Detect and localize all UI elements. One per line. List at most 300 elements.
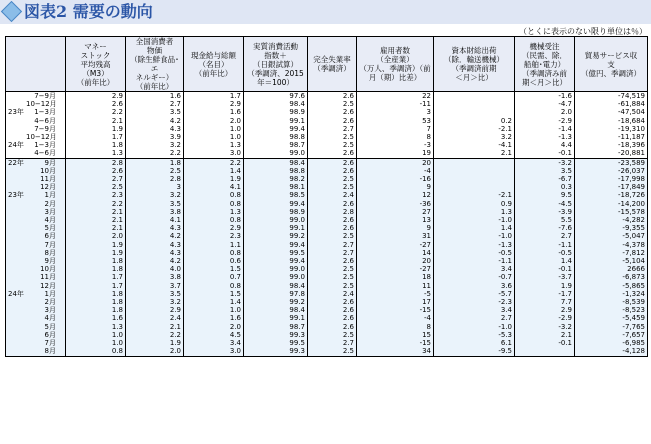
value-cell: -4,378: [575, 241, 648, 249]
value-cell: 0.8: [184, 191, 244, 199]
value-cell: 2.9: [66, 92, 126, 101]
value-cell: 1.7: [66, 133, 126, 141]
table-row: [6, 125, 648, 133]
period-cell: [6, 125, 66, 133]
period-label: 3月: [44, 207, 56, 216]
value-cell: 1.4: [184, 167, 244, 175]
value-cell: 2.5: [308, 133, 357, 141]
value-cell: 2.6: [308, 224, 357, 232]
value-cell: -4.7: [515, 100, 575, 108]
value-cell: -6.7: [515, 175, 575, 183]
value-cell: 15: [357, 331, 434, 339]
value-cell: -1.3: [515, 133, 575, 141]
period-label: 8月: [44, 347, 56, 356]
header-cell-unemployment: 完全失業率 （季調済）: [308, 37, 357, 92]
value-cell: -3.9: [515, 208, 575, 216]
period-label: 3月: [44, 306, 56, 315]
period-cell: [6, 117, 66, 125]
value-cell: 97.6: [244, 92, 308, 101]
table-row: [6, 265, 648, 273]
value-cell: 2.6: [308, 306, 357, 314]
period-cell: [6, 282, 66, 290]
value-cell: -19,310: [575, 125, 648, 133]
value-cell: 2.1: [66, 224, 126, 232]
value-cell: 2.6: [308, 108, 357, 116]
value-cell: 1.8: [66, 306, 126, 314]
value-cell: -2.1: [434, 191, 515, 199]
value-cell: 99.1: [244, 117, 308, 125]
value-cell: 1.6: [184, 108, 244, 116]
value-cell: 2.5: [66, 183, 126, 191]
value-cell: -9,355: [575, 224, 648, 232]
period-label: 5月: [44, 322, 56, 331]
table-row: [6, 298, 648, 306]
table-row: [6, 347, 648, 356]
value-cell: -5,865: [575, 282, 648, 290]
value-cell: 2.6: [308, 216, 357, 224]
value-cell: 3.4: [434, 306, 515, 314]
period-cell: [6, 141, 66, 149]
value-cell: 3.2: [126, 141, 184, 149]
value-cell: 4.4: [515, 141, 575, 149]
value-cell: 2.6: [308, 117, 357, 125]
value-cell: 1.9: [515, 282, 575, 290]
value-cell: 2.2: [126, 149, 184, 158]
period-label: 6月: [44, 330, 56, 339]
value-cell: 99.0: [244, 265, 308, 273]
value-cell: 1.8: [66, 141, 126, 149]
value-cell: 2.7: [308, 249, 357, 257]
unit-note: （とくに表示のない限り単位は％）: [519, 27, 647, 36]
period-label: 4−6月: [34, 149, 56, 158]
value-cell: 17: [357, 298, 434, 306]
value-cell: 1.4: [184, 298, 244, 306]
demand-table: [5, 36, 648, 357]
value-cell: -27: [357, 265, 434, 273]
value-cell: 2.5: [308, 273, 357, 281]
value-cell: -9.5: [434, 347, 515, 356]
year-label: 22年: [8, 158, 24, 167]
value-cell: -7.6: [515, 224, 575, 232]
value-cell: 20: [357, 158, 434, 167]
header-cell-cpi: 全国消費者 物価 （除生鮮食品･エ ネルギー） （前年比）: [126, 37, 184, 92]
value-cell: -36: [357, 200, 434, 208]
value-cell: 2.5: [308, 141, 357, 149]
value-cell: -1.0: [434, 216, 515, 224]
table-row: [6, 200, 648, 208]
period-label: 10月: [40, 265, 56, 274]
value-cell: -23,589: [575, 158, 648, 167]
period-cell: [6, 216, 66, 224]
value-cell: 2.3: [184, 232, 244, 240]
value-cell: 2.8: [66, 158, 126, 167]
value-cell: 20: [357, 257, 434, 265]
value-cell: 1.7: [66, 282, 126, 290]
table-row: [6, 133, 648, 141]
page-title: 図表2 需要の動向: [24, 2, 153, 21]
value-cell: 3.9: [126, 133, 184, 141]
period-label: 9月: [44, 158, 56, 167]
value-cell: 3.6: [434, 282, 515, 290]
value-cell: 2.5: [308, 100, 357, 108]
value-cell: -74,519: [575, 92, 648, 101]
table-row: [6, 167, 648, 175]
value-cell: -5.3: [434, 331, 515, 339]
header-cell-machinery-orders: 機械受注 （民需、除． 船舶･電力） （季調済み前 期＜月＞比）: [515, 37, 575, 92]
value-cell: -0.1: [515, 149, 575, 158]
value-cell: 2.8: [308, 208, 357, 216]
value-cell: 3.7: [126, 282, 184, 290]
header-cell-money-stock: マネー ストック 平均残高 （M3） （前年比）: [66, 37, 126, 92]
value-cell: -11,187: [575, 133, 648, 141]
value-cell: 2.5: [126, 167, 184, 175]
table-row: [6, 158, 648, 167]
value-cell: 1.4: [434, 224, 515, 232]
value-cell: 2.0: [184, 117, 244, 125]
value-cell: 0.8: [184, 200, 244, 208]
value-cell: 98.4: [244, 158, 308, 167]
value-cell: 0.3: [515, 183, 575, 191]
value-cell: 22: [357, 92, 434, 101]
value-cell: 12: [357, 191, 434, 199]
period-label: 5月: [44, 224, 56, 233]
value-cell: -1.3: [434, 241, 515, 249]
value-cell: 2.6: [308, 149, 357, 158]
value-cell: -0.7: [434, 273, 515, 281]
period-cell: [6, 200, 66, 208]
value-cell: 3.2: [126, 298, 184, 306]
value-cell: 98.9: [244, 108, 308, 116]
table-row: [6, 314, 648, 322]
period-cell: [6, 339, 66, 347]
value-cell: 2.1: [66, 208, 126, 216]
value-cell: 2.9: [184, 100, 244, 108]
value-cell: 2.9: [126, 306, 184, 314]
value-cell: 1.3: [184, 141, 244, 149]
period-label: 7月: [44, 339, 56, 348]
value-cell: [434, 183, 515, 191]
value-cell: -6,873: [575, 273, 648, 281]
value-cell: -1.0: [434, 232, 515, 240]
value-cell: 3.8: [126, 208, 184, 216]
value-cell: 1.8: [126, 158, 184, 167]
value-cell: 11: [357, 282, 434, 290]
period-label: 11月: [40, 175, 56, 184]
value-cell: -5,047: [575, 232, 648, 240]
value-cell: 2.5: [308, 347, 357, 356]
value-cell: -8,539: [575, 298, 648, 306]
table-row: [6, 191, 648, 199]
period-cell: [6, 208, 66, 216]
value-cell: 99.4: [244, 241, 308, 249]
value-cell: 4.2: [126, 257, 184, 265]
value-cell: 4.5: [184, 331, 244, 339]
value-cell: 99.0: [244, 216, 308, 224]
value-cell: 1.3: [434, 208, 515, 216]
header-cell-trade-balance: 貿易サービス収 支 （億円、季調済）: [575, 37, 648, 92]
period-cell: [6, 306, 66, 314]
period-cell: [6, 100, 66, 108]
value-cell: 7.7: [515, 298, 575, 306]
value-cell: 98.4: [244, 306, 308, 314]
table-row: [6, 108, 648, 116]
value-cell: 2.5: [308, 175, 357, 183]
value-cell: 1.8: [66, 257, 126, 265]
period-label: 4−6月: [34, 116, 56, 125]
period-label: 2月: [44, 199, 56, 208]
value-cell: -0.5: [515, 249, 575, 257]
value-cell: 2.4: [308, 191, 357, 199]
value-cell: 2.7: [308, 125, 357, 133]
value-cell: -8,523: [575, 306, 648, 314]
value-cell: 14: [357, 249, 434, 257]
header-cell-employees: 雇用者数 （全産業） （万人、季調済）（前 月（期）比差）: [357, 37, 434, 92]
value-cell: 8: [357, 323, 434, 331]
value-cell: -4,282: [575, 216, 648, 224]
value-cell: 19: [357, 149, 434, 158]
value-cell: -1.1: [515, 241, 575, 249]
value-cell: 1.6: [66, 314, 126, 322]
period-label: 11月: [40, 273, 56, 282]
value-cell: -7,812: [575, 249, 648, 257]
value-cell: -3.2: [515, 323, 575, 331]
value-cell: [434, 175, 515, 183]
value-cell: 98.5: [244, 191, 308, 199]
value-cell: 3.0: [184, 347, 244, 356]
value-cell: 1.8: [66, 265, 126, 273]
value-cell: -15,578: [575, 208, 648, 216]
value-cell: 1.9: [66, 241, 126, 249]
value-cell: 1.0: [66, 331, 126, 339]
value-cell: 2.6: [308, 200, 357, 208]
period-cell: [6, 298, 66, 306]
year-label: 23年: [8, 108, 24, 117]
period-label: 9月: [44, 257, 56, 266]
value-cell: 4.2: [126, 117, 184, 125]
table-row: [6, 100, 648, 108]
value-cell: 2.1: [66, 216, 126, 224]
value-cell: 1.3: [66, 323, 126, 331]
value-cell: 2.7: [308, 241, 357, 249]
value-cell: -26,037: [575, 167, 648, 175]
value-cell: 0.8: [184, 216, 244, 224]
period-cell: [6, 273, 66, 281]
table-row: [6, 306, 648, 314]
value-cell: -15: [357, 306, 434, 314]
value-cell: 1.0: [184, 133, 244, 141]
value-cell: 0.7: [184, 273, 244, 281]
value-cell: 2.3: [66, 191, 126, 199]
value-cell: 1.6: [184, 314, 244, 322]
period-label: 7−9月: [34, 124, 56, 133]
value-cell: -5: [357, 290, 434, 298]
period-cell: [6, 149, 66, 158]
period-cell: [6, 158, 66, 167]
value-cell: 7: [357, 125, 434, 133]
value-cell: 13: [357, 216, 434, 224]
value-cell: 3.5: [515, 167, 575, 175]
value-cell: 1.9: [126, 339, 184, 347]
table-row: [6, 224, 648, 232]
period-cell: [6, 314, 66, 322]
value-cell: -17,998: [575, 175, 648, 183]
value-cell: 1.3: [184, 208, 244, 216]
value-cell: 2.0: [515, 108, 575, 116]
value-cell: 98.2: [244, 175, 308, 183]
value-cell: 2.5: [308, 232, 357, 240]
value-cell: 3.5: [126, 108, 184, 116]
value-cell: -7,765: [575, 323, 648, 331]
value-cell: 1.0: [184, 125, 244, 133]
value-cell: -2.9: [515, 117, 575, 125]
period-label: 1月: [44, 289, 56, 298]
value-cell: 3.0: [184, 149, 244, 158]
period-label: 1−3月: [34, 108, 56, 117]
header-cell-period: [6, 37, 66, 92]
value-cell: 5.5: [515, 216, 575, 224]
value-cell: 3.2: [126, 191, 184, 199]
period-cell: [6, 133, 66, 141]
value-cell: 98.8: [244, 167, 308, 175]
value-cell: 1.8: [66, 298, 126, 306]
value-cell: 99.3: [244, 347, 308, 356]
value-cell: 1.0: [66, 339, 126, 347]
value-cell: 99.5: [244, 339, 308, 347]
value-cell: -14,200: [575, 200, 648, 208]
header-cell-capital-goods: 資本財総出荷 （除．輸送機械） （季調済前期 ＜月＞比）: [434, 37, 515, 92]
period-cell: [6, 265, 66, 273]
value-cell: 3: [357, 108, 434, 116]
period-label: 10月: [40, 166, 56, 175]
value-cell: 3.4: [434, 265, 515, 273]
value-cell: 8: [357, 133, 434, 141]
value-cell: 4.2: [126, 232, 184, 240]
value-cell: 2.4: [126, 314, 184, 322]
value-cell: 2.7: [434, 314, 515, 322]
period-cell: [6, 191, 66, 199]
value-cell: 99.0: [244, 149, 308, 158]
value-cell: 1.3: [66, 149, 126, 158]
value-cell: 2.2: [126, 331, 184, 339]
value-cell: 18: [357, 273, 434, 281]
value-cell: 9: [357, 183, 434, 191]
value-cell: 98.7: [244, 323, 308, 331]
value-cell: 2.7: [126, 100, 184, 108]
value-cell: 2.5: [308, 183, 357, 191]
value-cell: 99.5: [244, 249, 308, 257]
header-row: [6, 37, 648, 92]
value-cell: [434, 167, 515, 175]
value-cell: 1.9: [66, 125, 126, 133]
header-cell-wages: 現金給与総額 （名目） （前年比）: [184, 37, 244, 92]
period-cell: [6, 290, 66, 298]
value-cell: -1.7: [515, 290, 575, 298]
value-cell: 1.7: [66, 273, 126, 281]
period-label: 2月: [44, 298, 56, 307]
value-cell: 2.1: [66, 117, 126, 125]
value-cell: 9.5: [515, 191, 575, 199]
value-cell: 2.6: [308, 92, 357, 101]
value-cell: 53: [357, 117, 434, 125]
table-row: [6, 141, 648, 149]
value-cell: -27: [357, 241, 434, 249]
diamond-icon: [1, 1, 22, 22]
value-cell: -4: [357, 314, 434, 322]
value-cell: 2.9: [184, 224, 244, 232]
value-cell: 99.1: [244, 314, 308, 322]
value-cell: 9: [357, 224, 434, 232]
period-cell: [6, 224, 66, 232]
value-cell: -0.5: [434, 249, 515, 257]
value-cell: 2.6: [308, 257, 357, 265]
period-cell: [6, 241, 66, 249]
value-cell: -6,985: [575, 339, 648, 347]
value-cell: 4.3: [126, 241, 184, 249]
value-cell: -16: [357, 175, 434, 183]
year-label: 24年: [8, 289, 24, 298]
value-cell: 3.4: [184, 339, 244, 347]
year-label: 24年: [8, 141, 24, 150]
table-row: [6, 175, 648, 183]
value-cell: 4.3: [126, 125, 184, 133]
value-cell: 1.5: [184, 290, 244, 298]
value-cell: 3: [126, 183, 184, 191]
value-cell: [434, 92, 515, 101]
table-row: [6, 249, 648, 257]
value-cell: -7,657: [575, 331, 648, 339]
value-cell: -3.7: [515, 273, 575, 281]
value-cell: 2.5: [308, 265, 357, 273]
value-cell: -61,884: [575, 100, 648, 108]
value-cell: -3.2: [515, 158, 575, 167]
period-label: 8月: [44, 248, 56, 257]
value-cell: 0.8: [184, 249, 244, 257]
period-label: 7月: [44, 240, 56, 249]
table-row: [6, 216, 648, 224]
value-cell: 3.5: [126, 290, 184, 298]
table-row: [6, 282, 648, 290]
value-cell: 98.7: [244, 141, 308, 149]
value-cell: 34: [357, 347, 434, 356]
table-row: [6, 208, 648, 216]
table-row: [6, 339, 648, 347]
value-cell: 6.1: [434, 339, 515, 347]
value-cell: 4.3: [126, 249, 184, 257]
table-row: [6, 290, 648, 298]
value-cell: 99.2: [244, 232, 308, 240]
value-cell: 2.2: [66, 200, 126, 208]
table-row: [6, 117, 648, 125]
value-cell: [434, 100, 515, 108]
value-cell: 2.6: [308, 314, 357, 322]
value-cell: 2.0: [126, 347, 184, 356]
value-cell: 2.1: [515, 331, 575, 339]
value-cell: -4.5: [515, 200, 575, 208]
value-cell: -4: [357, 167, 434, 175]
value-cell: -17,849: [575, 183, 648, 191]
value-cell: [515, 347, 575, 356]
value-cell: -1.4: [515, 125, 575, 133]
period-cell: [6, 92, 66, 101]
value-cell: 2.4: [308, 290, 357, 298]
value-cell: -2.1: [434, 125, 515, 133]
value-cell: 2.7: [515, 232, 575, 240]
value-cell: 0.6: [184, 257, 244, 265]
value-cell: -2.3: [434, 298, 515, 306]
value-cell: -11: [357, 100, 434, 108]
value-cell: 99.2: [244, 298, 308, 306]
value-cell: 2.6: [308, 323, 357, 331]
